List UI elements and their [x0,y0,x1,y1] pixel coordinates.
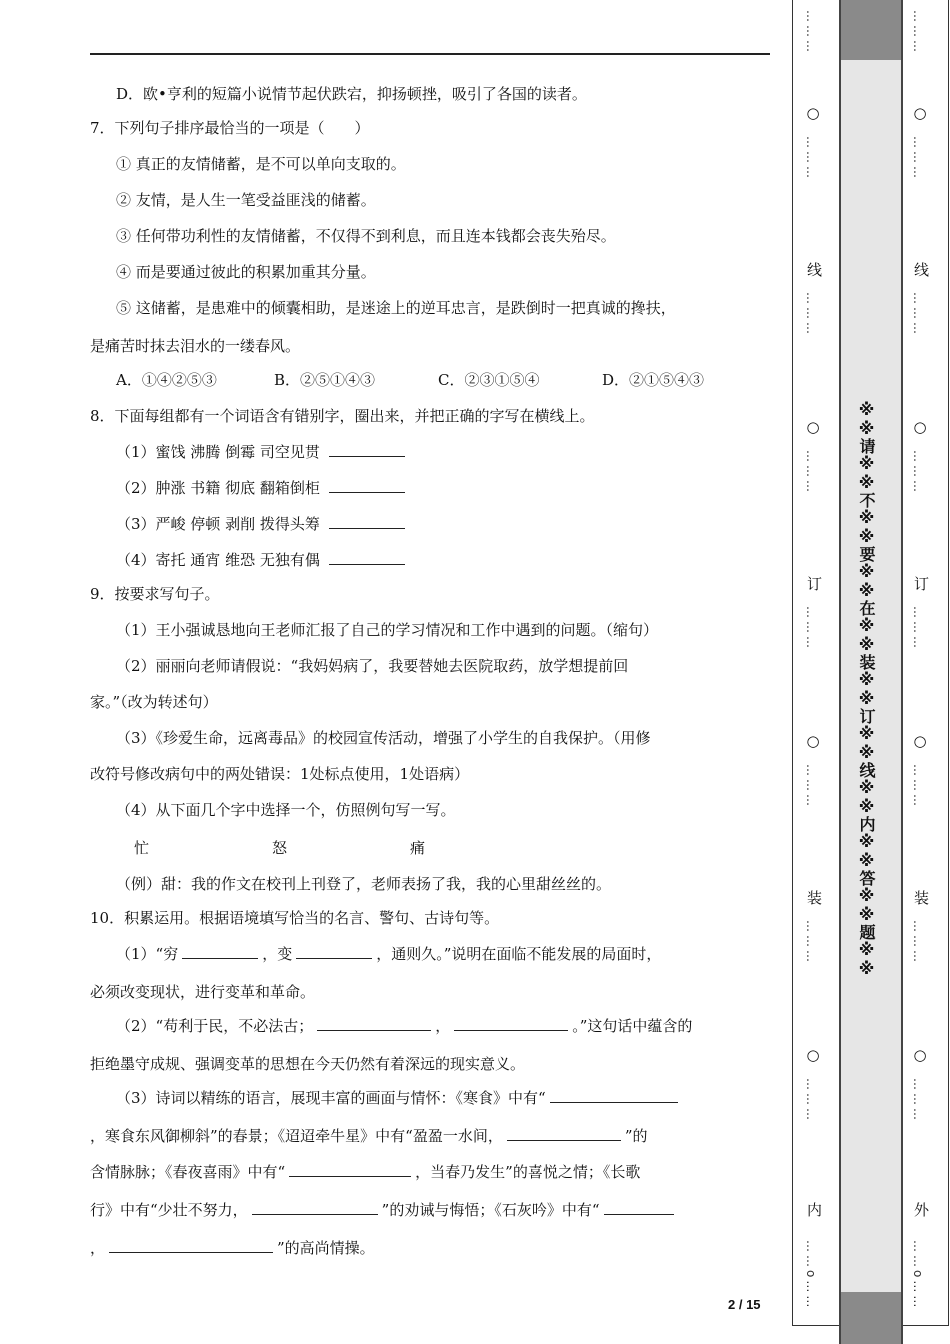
circle-mark: ○ [804,104,822,122]
q9-example: （例）甜：我的作文在校刊上刊登了，老师表扬了我，我的心里甜丝丝的。 [116,875,612,893]
q8-item-4-text: （4）寄托 通宵 维恐 无独有偶 [116,551,320,569]
q10-item-3-text: ”的劝诫与悔悟；《石灰吟》中有“ [381,1201,600,1219]
answer-blank[interactable] [252,1200,378,1215]
q10-item-1-text: ，通则久。”说明在面临不能发展的局面时， [376,945,662,963]
q10-item-2-cont: 拒绝墨守成规、强调变革的思想在今天仍然有着深远的现实意义。 [90,1055,526,1073]
q10-stem: 10．积累运用。根据语境填写恰当的名言、警句、古诗句等。 [90,909,500,927]
answer-blank[interactable] [329,478,405,493]
q7-sentence-4: ④ 而是要通过彼此的积累加重其分量。 [116,263,376,281]
q7-sentence-3: ③ 任何带功利性的友情储蓄，不仅得不到利息，而且连本钱都会丧失殆尽。 [116,227,616,245]
circle-mark: ○ [911,1046,929,1064]
circle-mark: ○ [911,104,929,122]
q9-item-2-cont: 家。”（改为转述句） [90,693,218,711]
answer-blank[interactable] [329,550,405,565]
dotted-line: ……… [804,450,818,495]
outer-label-ding: 订 [912,576,930,591]
answer-blank[interactable] [604,1200,674,1215]
page-number: 2 / 15 [728,1297,761,1312]
q10-item-2 [116,1016,692,1036]
circle-mark: ○ [911,732,929,750]
q7-sentence-5-cont: 是痛苦时抹去泪水的一缕春风。 [90,337,301,355]
q10-item-3-text: 行》中有“少壮不努力， [90,1201,248,1219]
q7-option-c: C．②③①⑤④ [438,371,540,389]
q10-item-1 [116,944,661,964]
q10-item-1-text: ，变 [262,945,293,963]
dotted-line: ……… [804,136,818,181]
answer-blank[interactable] [329,442,405,457]
answer-blank[interactable] [507,1126,621,1141]
q10-item-1-text: （1）“穷 [116,945,179,963]
binding-warning-text: ※※请※※不※※要※※在※※装※※订※※线※※内※※答※※题※※ [857,400,876,978]
answer-blank[interactable] [296,944,372,959]
q9-char-option: 忙 [134,839,150,857]
q10-item-3 [116,1088,682,1108]
q8-item [116,514,409,534]
q10-item-3-text: 含情脉脉；《春夜喜雨》中有“ [90,1163,286,1181]
circle-mark: ○ [911,418,929,436]
dotted-line: ……… [804,920,818,965]
dotted-line: ……… [911,292,925,337]
q8-item-3-text: （3）严峻 停顿 剥削 拨得头筹 [116,515,320,533]
q8-item-2-text: （2）肿涨 书籍 彻底 翻箱倒柜 [116,479,320,497]
q10-item-3-line-4 [90,1200,678,1220]
dotted-line: ……… [804,764,818,809]
q9-item-2: （2）丽丽向老师请假说：“我妈妈病了，我要替她去医院取药，放学想提前回 [116,657,629,675]
dotted-line: ……… [804,10,818,55]
q10-item-2-text: ， [435,1017,451,1035]
dotted-line: ……… [911,1078,925,1123]
answer-blank[interactable] [109,1238,273,1253]
q7-option-a: A．①④②⑤③ [116,371,217,389]
q7-option-d: D．②①⑤④③ [602,371,705,389]
answer-blank[interactable] [182,944,258,959]
answer-blank[interactable] [454,1016,568,1031]
q10-item-2-text: 。”这句话中蕴含的 [572,1017,693,1035]
dotted-line: ……… [804,292,818,337]
q10-item-3-line-3 [90,1162,640,1182]
dotted-line-end: ……o…… [911,1240,925,1311]
dotted-line: ……… [804,1078,818,1123]
q9-item-1: （1）王小强诚恳地向王老师汇报了自己的学习情况和工作中遇到的问题。（缩句） [116,621,659,639]
dotted-line: ……… [911,450,925,495]
q9-item-3-cont: 改符号修改病句中的两处错误：1处标点使用，1处语病） [90,765,470,783]
q8-item [116,550,409,570]
dotted-line: ……… [911,136,925,181]
circle-mark: ○ [804,418,822,436]
dotted-line: ……… [911,10,925,55]
q10-item-3-text: ”的高尚情操。 [277,1239,375,1257]
dotted-line: ……… [911,920,925,965]
q7-stem: 7．下列句子排序最恰当的一项是（ ） [90,119,370,137]
circle-mark: ○ [804,1046,822,1064]
circle-mark: ○ [804,732,822,750]
q9-item-3: （3）《珍爱生命，远离毒品》的校园宣传活动，增强了小学生的自我保护。（用修 [116,729,651,747]
q10-item-1-cont: 必须改变现状，进行变革和革命。 [90,983,316,1001]
inner-label-zhuang: 装 [805,890,823,905]
q8-stem: 8．下面每组都有一个词语含有错别字，圈出来，并把正确的字写在横线上。 [90,407,595,425]
q10-item-3-line-2 [90,1126,648,1146]
q7-option-b: B．②⑤①④③ [274,371,376,389]
answer-blank[interactable] [550,1088,678,1103]
q10-item-3-text: ，寒食东风御柳斜”的春景；《迢迢牵牛星》中有“盈盈一水间， [90,1127,503,1145]
dotted-line: ……… [804,606,818,651]
answer-blank[interactable] [289,1162,411,1177]
q9-item-4: （4）从下面几个字中选择一个，仿照例句写一写。 [116,801,456,819]
q10-item-3-text: ， [90,1239,106,1257]
q9-char-option: 怒 [272,839,288,857]
q10-item-3-text: （3）诗词以精练的语言，展现丰富的画面与情怀：《寒食》中有“ [116,1089,546,1107]
dotted-line-end: ……o…… [804,1240,818,1311]
dotted-line: ……… [911,764,925,809]
q7-sentence-1: ① 真正的友情储蓄，是不可以单向支取的。 [116,155,406,173]
answer-blank[interactable] [317,1016,431,1031]
q10-item-3-text: ，当春乃发生”的喜悦之情；《长歌 [415,1163,641,1181]
q8-item [116,442,409,462]
outer-label-wai: 外 [912,1202,930,1217]
header-rule [90,53,770,55]
q6-option-d: D．欧•亨利的短篇小说情节起伏跌宕，抑扬顿挫，吸引了各国的读者。 [116,85,587,103]
binding-top-cap [839,0,903,60]
q7-sentence-5: ⑤ 这储蓄，是患难中的倾囊相助，是迷途上的逆耳忠言，是跌倒时一把真诚的搀扶， [116,299,676,317]
q10-item-2-text: （2）“苟利于民，不必法古； [116,1017,314,1035]
q7-sentence-2: ② 友情，是人生一笔受益匪浅的储蓄。 [116,191,376,209]
q9-stem: 9．按要求写句子。 [90,585,220,603]
inner-label-nei: 内 [805,1202,823,1217]
outer-label-zhuang: 装 [912,890,930,905]
inner-label-ding: 订 [805,576,823,591]
q9-char-option: 痛 [410,839,426,857]
answer-blank[interactable] [329,514,405,529]
dotted-line: ……… [911,606,925,651]
outer-label-xian: 线 [912,262,930,277]
q8-item [116,478,409,498]
q8-item-1-text: （1）蜜饯 沸腾 倒霉 司空见贯 [116,443,320,461]
q10-item-3-text: ”的 [624,1127,648,1145]
inner-label-xian: 线 [805,262,823,277]
binding-bottom-cap [839,1292,903,1344]
q10-item-3-line-5 [90,1238,375,1258]
